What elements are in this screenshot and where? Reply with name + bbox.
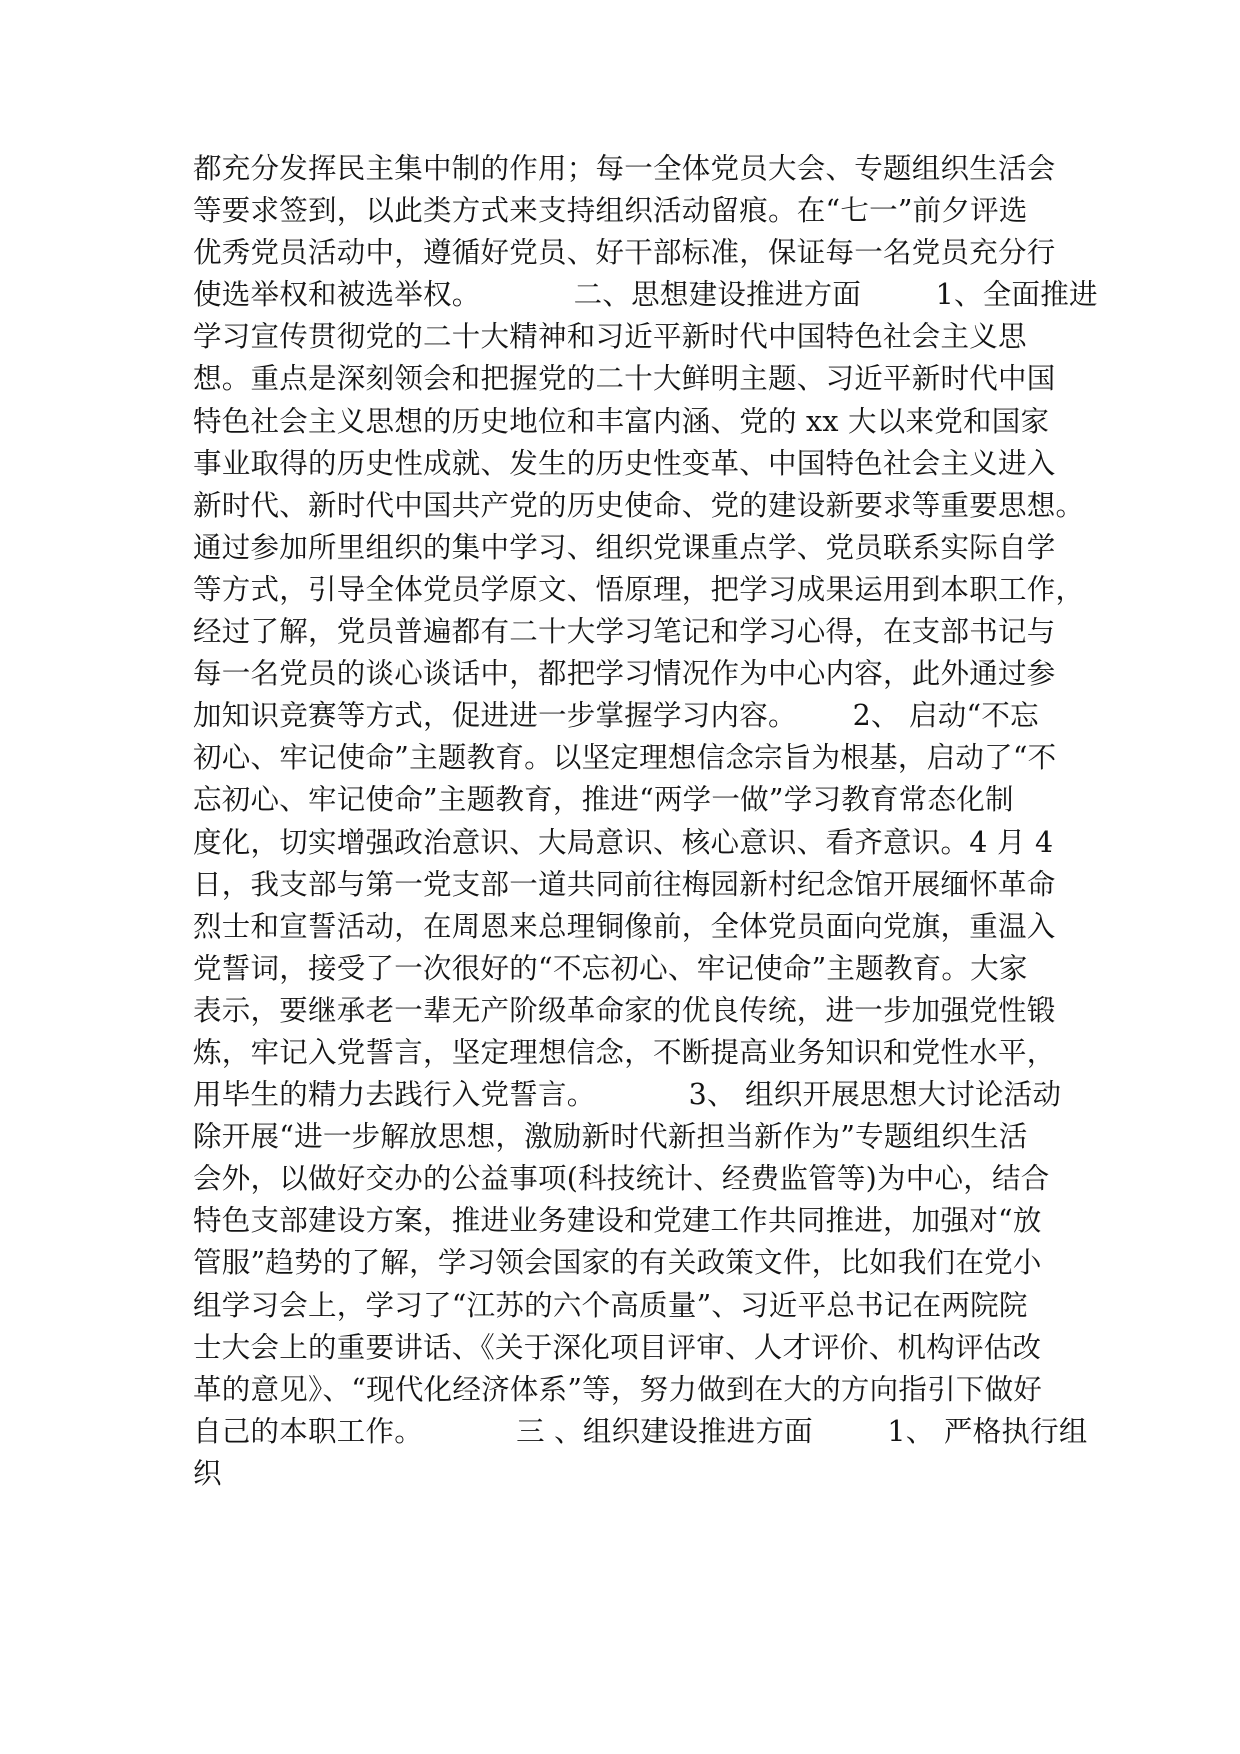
text-line: 革的意见》、“现代化经济体系”等，努力做到在大的方向指引下做好 <box>193 1372 1043 1406</box>
text-line: 除开展“进一步解放思想，激励新时代新担当新作为”专题组织生活 <box>193 1120 1028 1154</box>
text-line: 党誓词，接受了一次很好的“不忘初心、牢记使命”主题教育。大家 <box>193 951 1028 985</box>
text-line: 表示，要继承老一辈无产阶级革命家的优良传统，进一步加强党性锻 <box>193 993 1056 1027</box>
text-line: 每一名党员的谈心谈话中，都把学习情况作为中心内容，此外通过参 <box>193 657 1056 691</box>
text-line: 自己的本职工作。 三 、组织建设推进方面 1、 严格执行组 <box>193 1414 1088 1448</box>
text-line: 初心、牢记使命”主题教育。以坚定理想信念宗旨为根基，启动了“不 <box>193 741 1057 775</box>
text-line: 事业取得的历史性成就、发生的历史性变革、中国特色社会主义进入 <box>193 446 1056 480</box>
text-line: 织 <box>193 1456 222 1490</box>
text-line: 用毕生的精力去践行入党誓言。 3、 组织开展思想大讨论活动 <box>193 1078 1062 1112</box>
text-line: 会外，以做好交办的公益事项(科技统计、经费监管等)为中心，结合 <box>193 1162 1050 1196</box>
text-line: 等方式，引导全体党员学原文、悟原理，把学习成果运用到本职工作， <box>193 572 1085 606</box>
text-line: 想。重点是深刻领会和把握党的二十大鲜明主题、习近平新时代中国 <box>193 362 1056 396</box>
body-text <box>193 148 1098 1495</box>
text-line: 都充分发挥民主集中制的作用；每一全体党员大会、专题组织生活会 <box>193 152 1056 185</box>
text-line: 组学习会上，学习了“江苏的六个高质量”、习近平总书记在两院院 <box>193 1288 1028 1322</box>
text-line: 士大会上的重要讲话、《关于深化项目评审、人才评价、机构评估改 <box>193 1330 1042 1364</box>
text-line: 管服”趋势的了解，学习领会国家的有关政策文件，比如我们在党小 <box>193 1246 1042 1280</box>
text-line: 通过参加所里组织的集中学习、组织党课重点学、党员联系实际自学 <box>193 530 1056 564</box>
text-line: 加知识竞赛等方式，促进进一步掌握学习内容。 2、 启动“不忘 <box>193 699 1039 733</box>
text-line: 特色社会主义思想的历史地位和丰富内涵、党的 xx 大以来党和国家 <box>193 404 1050 438</box>
text-line: 新时代、新时代中国共产党的历史使命、党的建设新要求等重要思想。 <box>193 488 1085 522</box>
text-line: 特色支部建设方案，推进业务建设和党建工作共同推进，加强对“放 <box>193 1204 1042 1238</box>
text-line: 忘初心、牢记使命”主题教育，推进“两学一做”学习教育常态化制 <box>193 783 1014 817</box>
text-line: 经过了解，党员普遍都有二十大学习笔记和学习心得，在支部书记与 <box>193 615 1056 649</box>
text-line: 使选举权和被选举权。 二、思想建设推进方面 1、全面推进 <box>193 278 1098 312</box>
text-line: 优秀党员活动中，遵循好党员、好干部标准，保证每一名党员充分行 <box>193 236 1056 270</box>
text-line: 等要求签到，以此类方式来支持组织活动留痕。在“七一”前夕评选 <box>193 194 1028 228</box>
text-line: 炼，牢记入党誓言，坚定理想信念，不断提高业务知识和党性水平， <box>193 1035 1056 1069</box>
text-line: 度化，切实增强政治意识、大局意识、核心意识、看齐意识。4 月 4 <box>193 825 1054 859</box>
text-line: 烈士和宣誓活动，在周恩来总理铜像前，全体党员面向党旗，重温入 <box>193 909 1056 943</box>
text-line: 学习宣传贯彻党的二十大精神和习近平新时代中国特色社会主义思 <box>193 320 1027 354</box>
text-line: 日，我支部与第一党支部一道共同前往梅园新村纪念馆开展缅怀革命 <box>193 867 1056 901</box>
